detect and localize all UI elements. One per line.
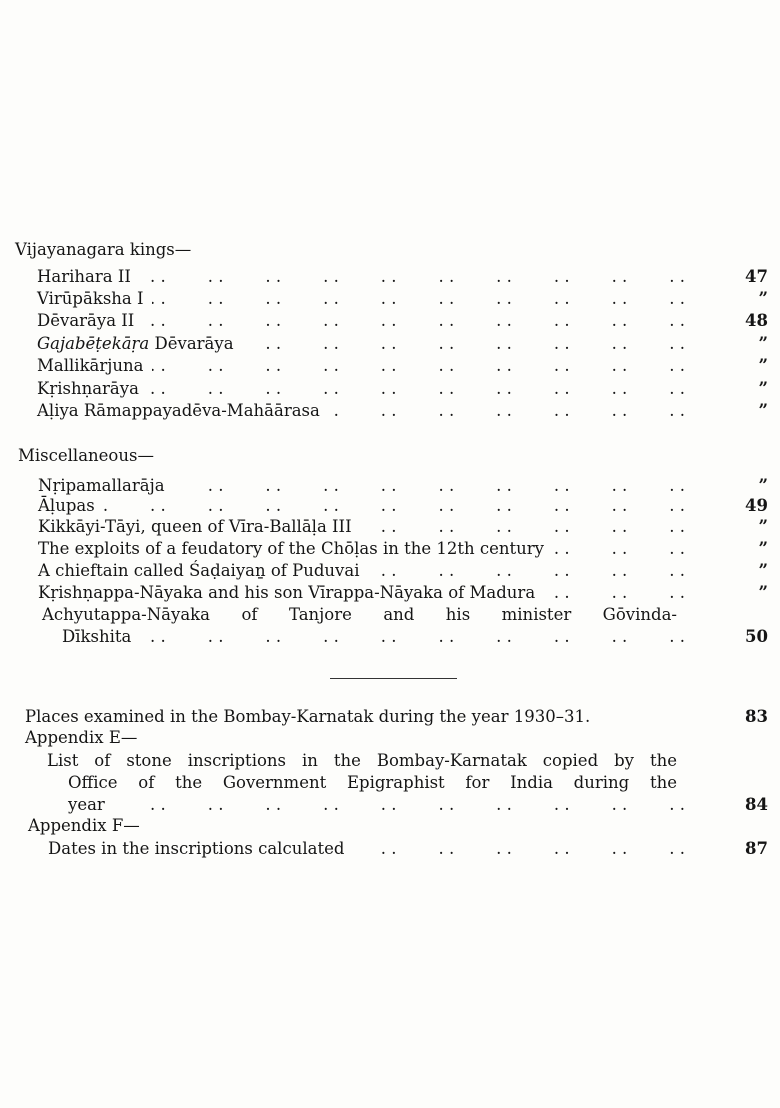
entry-label: A chieftain called Śaḍaiyaṉ of Puduvai xyxy=(38,561,360,580)
dot-leader xyxy=(352,838,685,860)
dot-leader xyxy=(242,333,685,355)
page-number: ” xyxy=(758,289,768,308)
entry-label: The exploits of a feudatory of the Chōḷas in the 12th century xyxy=(38,539,544,558)
toc-entry xyxy=(0,378,768,400)
toc-entry xyxy=(0,582,768,604)
entry-label: Places examined in the Bombay-Karnatak during the year 1930–31. xyxy=(25,707,591,726)
toc-entry xyxy=(0,516,768,538)
section-divider xyxy=(330,678,457,679)
entry-label-rest: Dēvarāya xyxy=(149,334,234,353)
entry-label: Dīkshita xyxy=(62,627,132,646)
toc-entry-places xyxy=(0,706,768,728)
page-number: 49 xyxy=(745,496,768,515)
entry-label: Dates in the inscriptions calculated xyxy=(48,839,345,858)
page-number: ” xyxy=(758,517,768,536)
dot-leader xyxy=(147,378,685,400)
toc-entry xyxy=(0,475,768,497)
toc-entry xyxy=(0,400,768,422)
entry-label: Kṛishṇappa-Nāyaka and his son Vīrappa-Nāyaka of Madura xyxy=(38,583,536,602)
entry-label-italic: Gajabēṭekāṛa xyxy=(37,334,150,353)
entry-label: Nṛipamallarāja xyxy=(38,476,165,495)
dot-leader xyxy=(360,516,685,538)
page-number: ” xyxy=(758,539,768,558)
entry-label: Aḷiya Rāmappayadēva-Mahāārasa xyxy=(37,401,320,420)
toc-entry xyxy=(0,560,768,582)
page-number: ” xyxy=(758,401,768,420)
toc-entry xyxy=(0,838,768,860)
toc-entry xyxy=(0,495,768,517)
page-number: 50 xyxy=(745,627,768,646)
entry-label: Dēvarāya II xyxy=(37,311,135,330)
toc-entry xyxy=(0,266,768,288)
entry-label: year xyxy=(68,795,105,814)
dot-leader xyxy=(328,400,685,422)
entry-label: Office of the Government Epigraphist for India during the xyxy=(68,773,677,792)
toc-entry xyxy=(0,288,768,310)
toc-entry xyxy=(0,333,768,355)
dot-leader xyxy=(152,288,685,310)
toc-entry xyxy=(0,604,768,626)
page-number: 84 xyxy=(745,795,768,814)
toc-entry-continuation xyxy=(0,626,768,648)
appendix-f-heading: Appendix F— xyxy=(28,816,140,835)
page-number: ” xyxy=(758,583,768,602)
dot-leader xyxy=(543,582,685,604)
entry-label: Virūpāksha I xyxy=(37,289,144,308)
toc-entry xyxy=(0,538,768,560)
dot-leader xyxy=(142,310,685,332)
page-number: ” xyxy=(758,561,768,580)
miscellaneous-heading: Miscellaneous— xyxy=(18,446,154,465)
vijayanagara-heading: Vijayanagara kings— xyxy=(15,240,192,259)
entry-label: Harihara II xyxy=(37,267,131,286)
entry-label xyxy=(37,333,234,355)
toc-entry xyxy=(0,355,768,377)
dot-leader xyxy=(152,355,686,377)
toc-entry-continuation xyxy=(0,794,768,816)
entry-label: Achyutappa-Nāyaka of Tanjore and his minister Gōvinda- xyxy=(42,605,677,624)
page-number: 87 xyxy=(745,839,768,858)
dot-leader xyxy=(367,560,685,582)
entry-label: Āḷupas xyxy=(38,496,95,515)
page-number: ” xyxy=(758,356,768,375)
toc-entry xyxy=(0,310,768,332)
entry-label: Mallikārjuna xyxy=(37,356,144,375)
toc-entry-continuation xyxy=(0,772,768,794)
dot-leader xyxy=(139,266,685,288)
page-number: 47 xyxy=(745,267,768,286)
dot-leader xyxy=(552,538,685,560)
dot-leader xyxy=(103,495,685,517)
page-number: 83 xyxy=(745,707,768,726)
entry-label: List of stone inscriptions in the Bombay-Karnatak copied by the xyxy=(47,751,677,770)
entry-label: Kṛishṇarāya xyxy=(37,379,139,398)
dot-leader xyxy=(173,475,685,497)
toc-entry xyxy=(0,750,768,772)
page-number: 48 xyxy=(745,311,768,330)
appendix-e-heading: Appendix E— xyxy=(25,728,138,747)
page-number: ” xyxy=(758,379,768,398)
dot-leader xyxy=(113,794,685,816)
dot-leader xyxy=(139,626,685,648)
entry-label: Kikkāyi-Tāyi, queen of Vīra-Ballāḷa III xyxy=(38,517,352,536)
page-number: ” xyxy=(758,476,768,495)
page-number: ” xyxy=(758,334,768,353)
